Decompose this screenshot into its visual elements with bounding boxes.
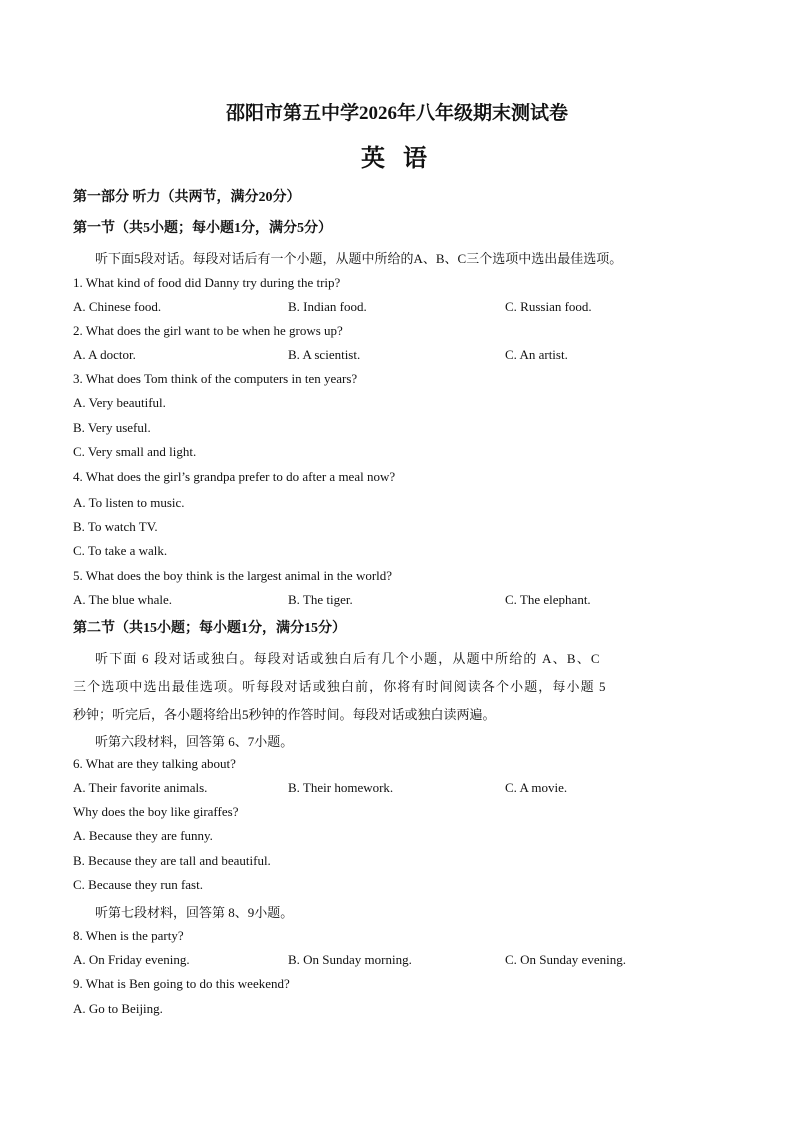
q4-option-c: C. To take a walk. — [73, 543, 168, 558]
question-5: 5. What does the boy think is the largest animal in the world? — [73, 568, 393, 583]
q7-option-b: B. Because they are tall and beautiful. — [73, 853, 271, 868]
q8-option-c: C. On Sunday evening. — [505, 952, 626, 967]
exam-title: 邵阳市第五中学2026年八年级期末测试卷 — [225, 103, 568, 124]
q2-option-c: C. An artist. — [505, 347, 568, 362]
question-2: 2. What does the girl want to be when he grows up? — [73, 323, 343, 338]
q3-option-b: B. Very useful. — [73, 420, 151, 435]
q1-option-b: B. Indian food. — [288, 299, 367, 314]
q1-option-c: C. Russian food. — [505, 299, 592, 314]
q6-option-c: C. A movie. — [505, 780, 568, 795]
section2-instructions-line3: 秒钟；听完后，各小题将给出5秒钟的作答时间。每段对话或独白读两遍。 — [73, 707, 496, 722]
q3-option-a: A. Very beautiful. — [73, 395, 166, 410]
q3-option-c: C. Very small and light. — [73, 444, 197, 459]
q1-option-a: A. Chinese food. — [73, 299, 162, 314]
q5-option-b: B. The tiger. — [288, 592, 353, 607]
section1-heading: 第一节（共5小题；每小题1分，满分5分） — [73, 221, 332, 236]
question-4: 4. What does the girl’s grandpa prefer to do after a meal now? — [73, 469, 396, 484]
part1-heading: 第一部分 听力（共两节，满分20分） — [73, 190, 301, 205]
question-6: 6. What are they talking about? — [73, 756, 236, 771]
question-9: 9. What is Ben going to do this weekend? — [73, 976, 290, 991]
q2-option-a: A. A doctor. — [73, 347, 136, 362]
q9-option-a: A. Go to Beijing. — [73, 1001, 163, 1016]
q2-option-b: B. A scientist. — [288, 347, 361, 362]
q8-option-a: A. On Friday evening. — [73, 952, 190, 967]
material-6-note: 听第六段材料，回答第 6、7小题。 — [95, 734, 294, 749]
q5-option-c: C. The elephant. — [505, 592, 591, 607]
section1-instructions: 听下面5段对话。每段对话后有一个小题，从题中所给的A、B、C三个选项中选出最佳选项。 — [95, 251, 623, 266]
q7-option-c: C. Because they run fast. — [73, 877, 203, 892]
question-1: 1. What kind of food did Danny try during the trip? — [73, 275, 341, 290]
question-3: 3. What does Tom think of the computers in ten years? — [73, 371, 358, 386]
section2-instructions-line1: 听下面 6 段对话或独白。每段对话或独白后有几个小题，从题中所给的 A、B、C — [95, 651, 601, 666]
q4-option-b: B. To watch TV. — [73, 519, 158, 534]
section2-heading: 第二节（共15小题；每小题1分，满分15分） — [73, 621, 346, 636]
section2-instructions-line2: 三个选项中选出最佳选项。听每段对话或独白前，你将有时间阅读各个小题，每小题 5 — [73, 679, 607, 694]
q6-option-a: A. Their favorite animals. — [73, 780, 208, 795]
question-8: 8. When is the party? — [73, 928, 184, 943]
q5-option-a: A. The blue whale. — [73, 592, 173, 607]
subject-title: 英 语 — [361, 146, 433, 172]
q6-option-b: B. Their homework. — [288, 780, 394, 795]
question-7: Why does the boy like giraffes? — [73, 804, 239, 819]
q7-option-a: A. Because they are funny. — [73, 828, 213, 843]
q8-option-b: B. On Sunday morning. — [288, 952, 412, 967]
material-7-note: 听第七段材料，回答第 8、9小题。 — [95, 905, 294, 920]
q4-option-a: A. To listen to music. — [73, 495, 185, 510]
